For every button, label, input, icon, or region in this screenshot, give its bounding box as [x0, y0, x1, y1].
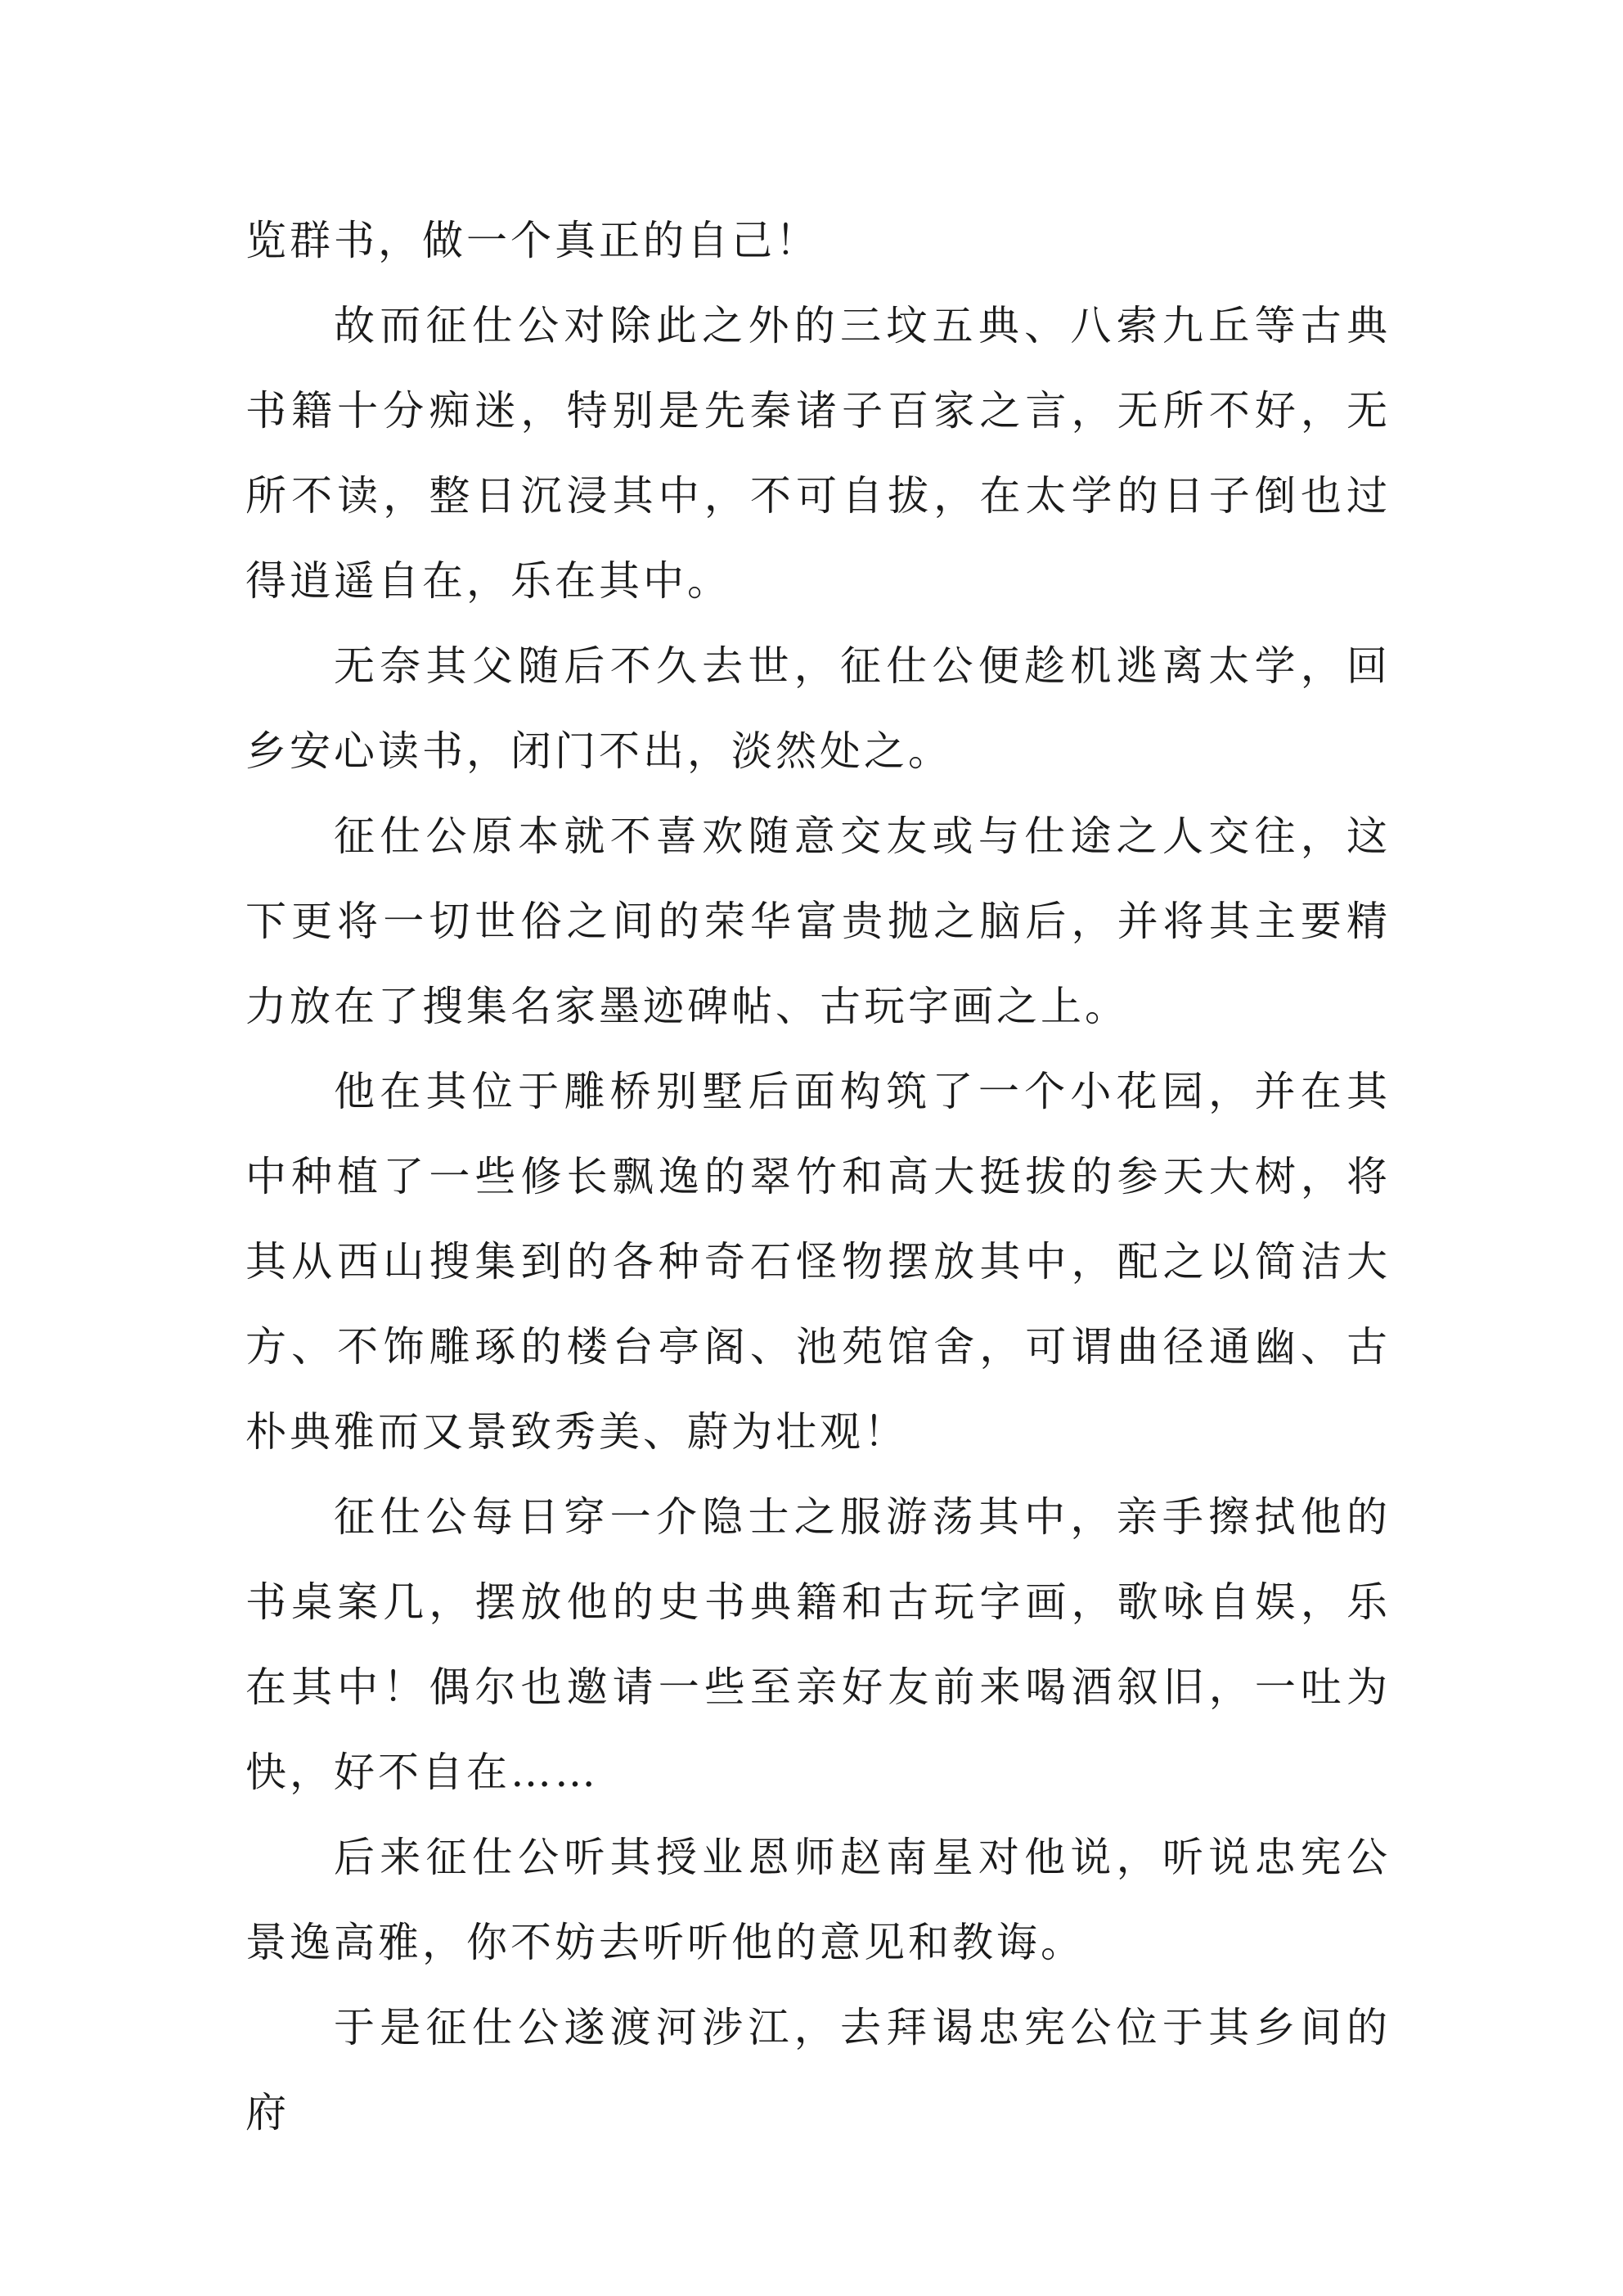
paragraph: 他在其位于雕桥别墅后面构筑了一个小花园，并在其中种植了一些修长飘逸的翠竹和高大挺拔的参天大树，将其从西山搜集到的各种奇石怪物摆放其中，配之以简洁大方、不饰雕琢的楼台亭阁、池苑馆舍，可谓曲径通幽、古朴典雅而又景致秀美、蔚为壮观！ — [245, 1068, 1391, 1456]
paragraph: 于是征仕公遂渡河涉江，去拜谒忠宪公位于其乡间的府 — [245, 2004, 1391, 2136]
paragraph: 后来征仕公听其授业恩师赵南星对他说，听说忠宪公景逸高雅，你不妨去听听他的意见和教诲。 — [245, 1834, 1391, 1966]
paragraph: 征仕公原本就不喜欢随意交友或与仕途之人交往，这下更将一切世俗之间的荣华富贵抛之脑后，并将其主要精力放在了搜集名家墨迹碑帖、古玩字画之上。 — [245, 813, 1391, 1030]
paragraph: 故而征仕公对除此之外的三坟五典、八索九丘等古典书籍十分痴迷，特别是先秦诸子百家之言，无所不好，无所不读，整日沉浸其中，不可自拔，在太学的日子倒也过得逍遥自在，乐在其中。 — [245, 302, 1391, 605]
body-text — [245, 198, 1391, 2155]
paragraph: 征仕公每日穿一介隐士之服游荡其中，亲手擦拭他的书桌案几，摆放他的史书典籍和古玩字画，歌咏自娱，乐在其中！偶尔也邀请一些至亲好友前来喝酒叙旧，一吐为快，好不自在…… — [245, 1493, 1391, 1796]
paragraph: 览群书，做一个真正的自己！ — [245, 217, 820, 264]
paragraph: 无奈其父随后不久去世，征仕公便趁机逃离太学，回乡安心读书，闭门不出，淡然处之。 — [245, 642, 1391, 775]
